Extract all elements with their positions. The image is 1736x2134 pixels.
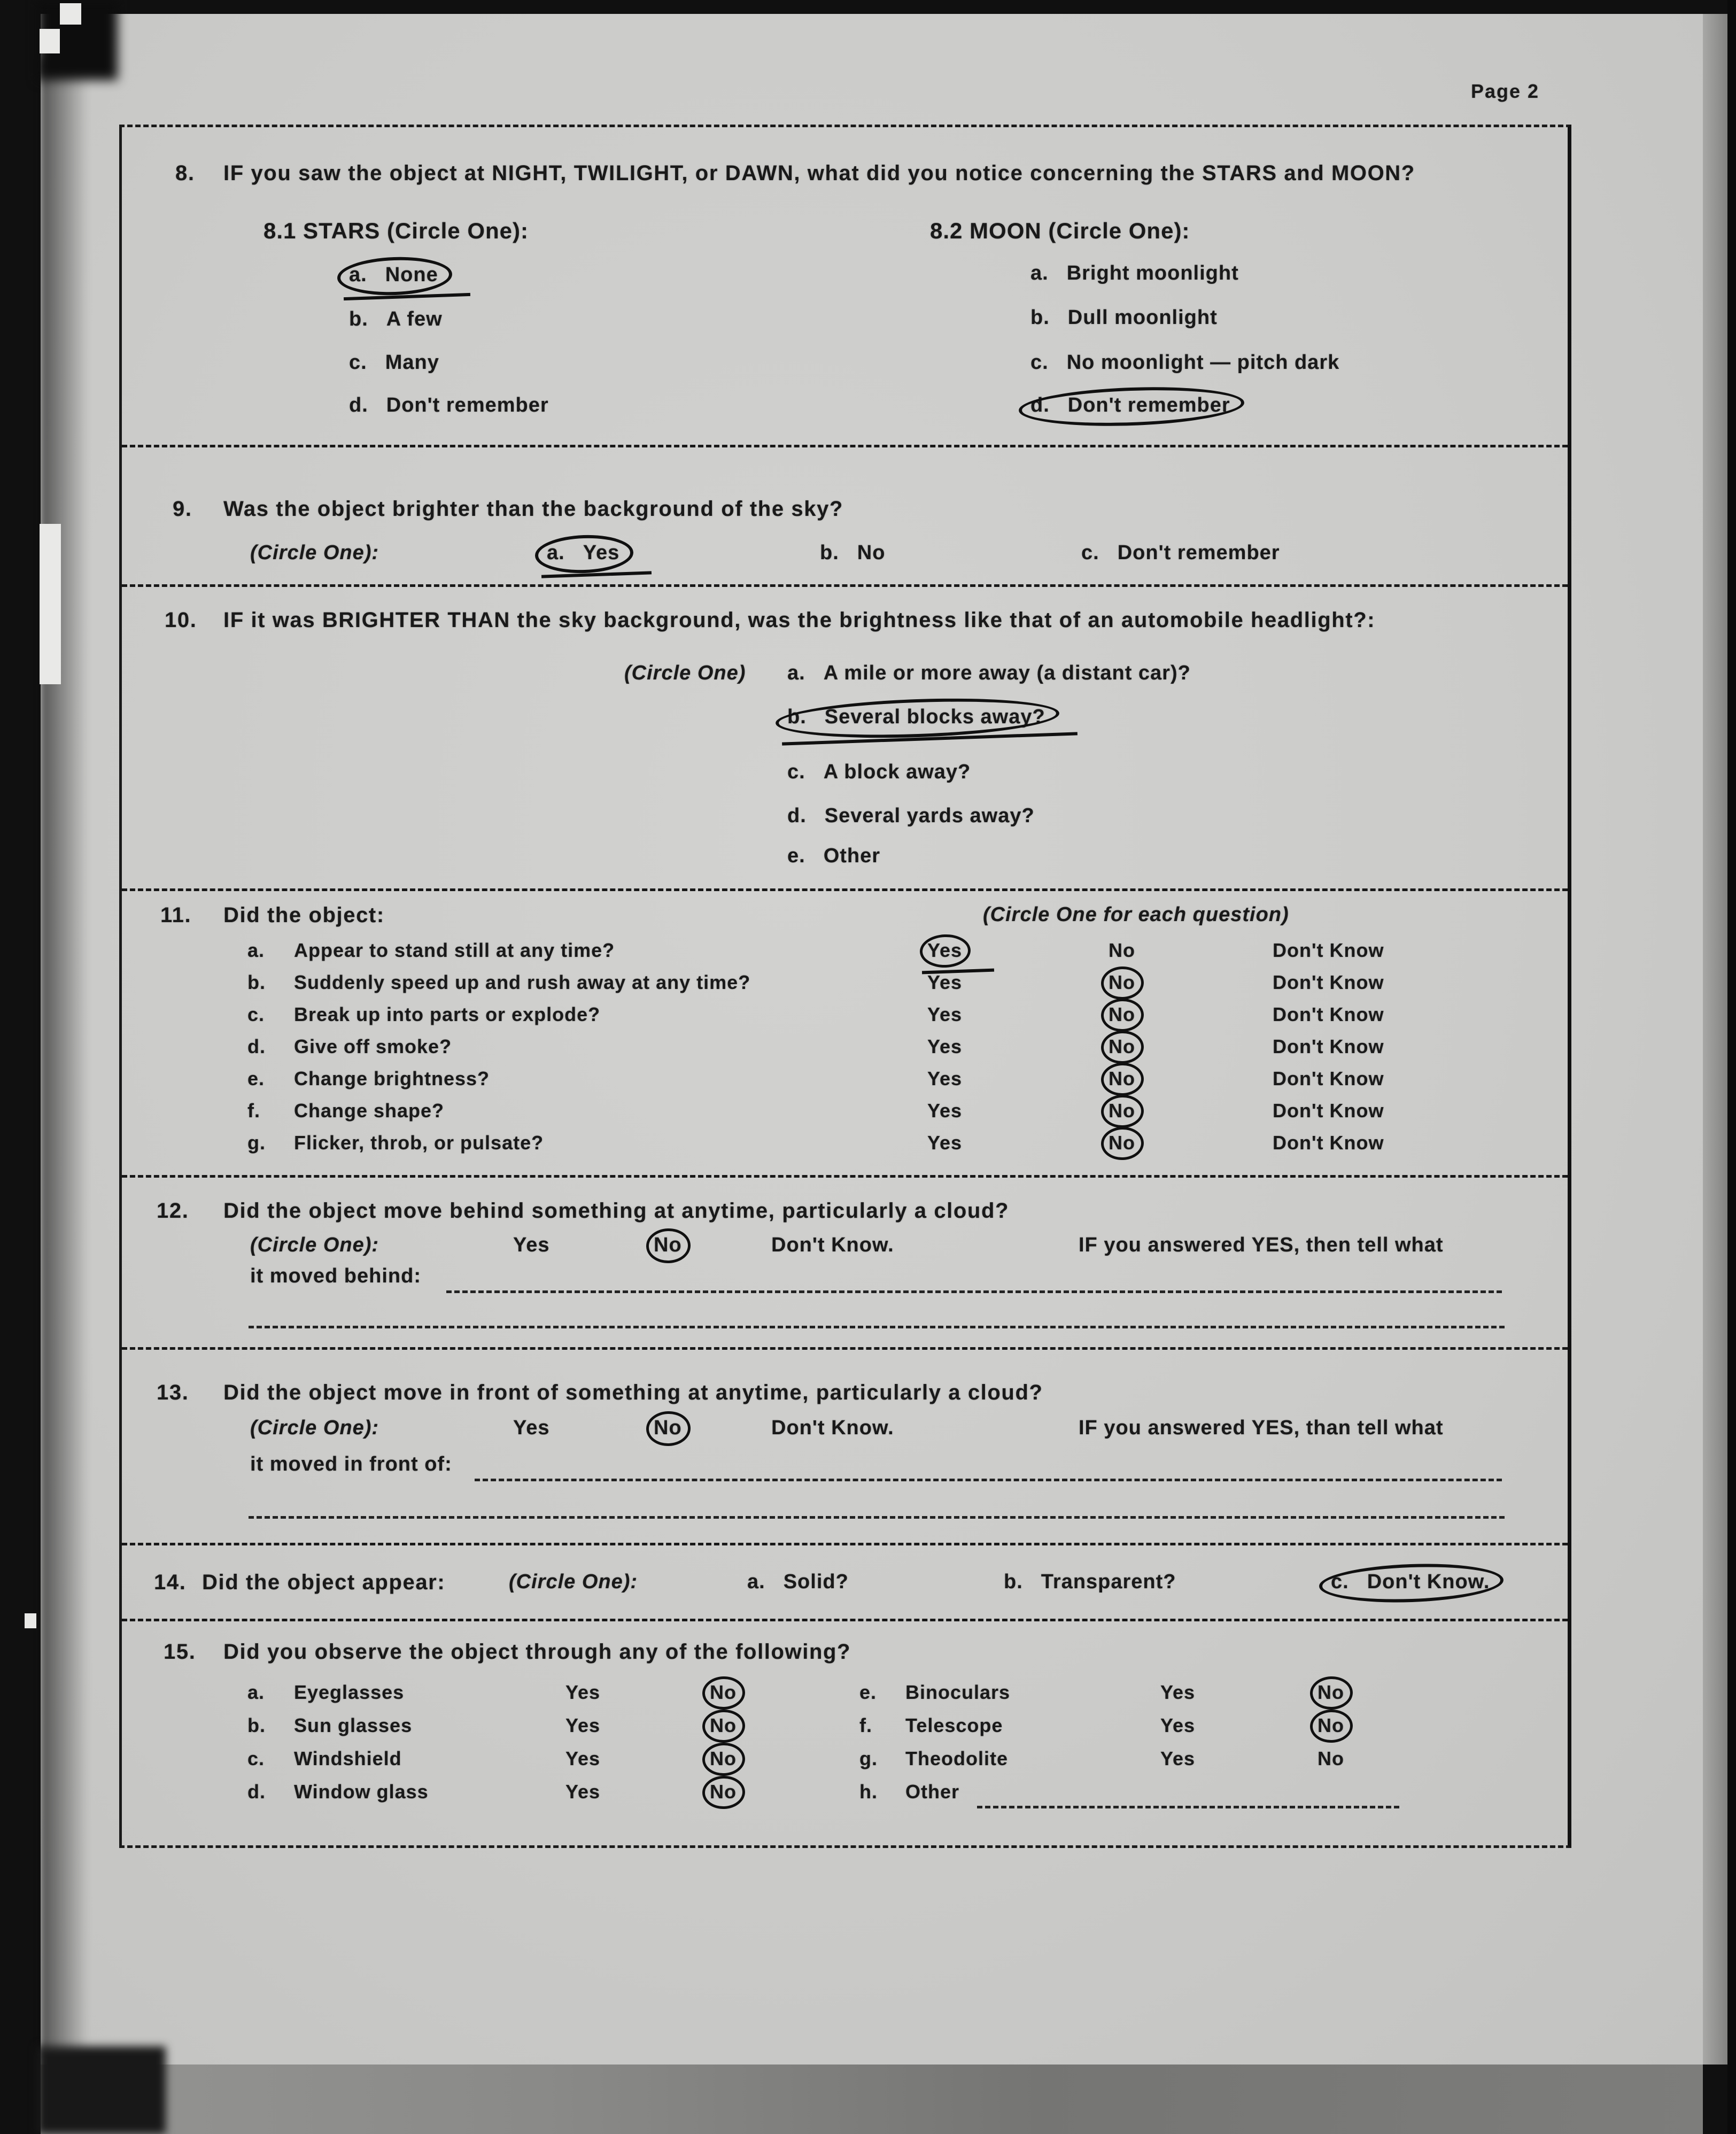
q11-row-d-dk: Don't Know (1273, 1035, 1384, 1057)
q8-2-option-d: d. Don't remember (1030, 394, 1230, 416)
q14-circle-one-label: (Circle One): (509, 1571, 638, 1593)
q8-1-option-c: c. Many (349, 351, 439, 374)
q8-text: IF you saw the object at NIGHT, TWILIGHT, or DAWN, what did you notice concerning the STARS and MOON? (223, 161, 1415, 185)
q8-2-option-a: a. Bright moonlight (1030, 262, 1239, 284)
section-divider (122, 888, 1568, 891)
q15-row-label: Binoculars (905, 1681, 1011, 1703)
q11-row-key: e. (247, 1068, 265, 1089)
q11-row-a-dk: Don't Know (1273, 939, 1384, 961)
q15-row-a-yes: Yes (565, 1681, 601, 1703)
q12-no: No (654, 1234, 682, 1256)
q15-row-label: Theodolite (905, 1748, 1008, 1769)
q11-row-b-yes: Yes (927, 971, 963, 993)
q11-number: 11. (160, 903, 192, 927)
q15-row-key: e. (859, 1681, 877, 1703)
q11-row-label: Change shape? (294, 1100, 445, 1122)
q13-fill-line (475, 1479, 1502, 1481)
q11-row-key: g. (247, 1132, 266, 1154)
section-divider (122, 1619, 1568, 1621)
q13-circle-one-label: (Circle One): (250, 1417, 379, 1439)
q10-option-e: e. Other (787, 845, 881, 867)
q10-option-b: b. Several blocks away? (787, 706, 1045, 728)
q15-row-c-yes: Yes (565, 1748, 601, 1769)
section-divider (122, 1347, 1568, 1350)
q11-row-c-dk: Don't Know (1273, 1003, 1384, 1025)
q12-yes: Yes (513, 1234, 550, 1256)
q8-number: 8. (175, 161, 195, 185)
q8-1-option-a: a. None (349, 264, 438, 286)
q12-if-yes: IF you answered YES, then tell what (1079, 1234, 1444, 1256)
q15-row-a-no: No (710, 1681, 737, 1703)
q13-tail: it moved in front of: (250, 1453, 452, 1475)
q10-text: IF it was BRIGHTER THAN the sky background, was the brightness like that of an automobile headlight?: (223, 608, 1376, 632)
q15-row-key: f. (859, 1714, 872, 1736)
q13-number: 13. (157, 1381, 189, 1404)
q12-circle-one-label: (Circle One): (250, 1234, 379, 1256)
q15-row-e-yes: Yes (1160, 1681, 1196, 1703)
scan-artifact (40, 29, 60, 53)
q15-row-c-no: No (710, 1748, 737, 1769)
q11-row-key: a. (247, 939, 265, 961)
q11-row-g-no: No (1109, 1132, 1135, 1154)
scan-artifact (40, 524, 61, 684)
q12-text: Did the object move behind something at anytime, particularly a cloud? (223, 1199, 1010, 1223)
q15-row-label: Eyeglasses (294, 1681, 405, 1703)
q9-text: Was the object brighter than the background of the sky? (223, 497, 843, 521)
q14-number: 14. (154, 1571, 187, 1594)
q15-number: 15. (164, 1640, 196, 1664)
q10-option-c: c. A block away? (787, 761, 971, 783)
q9-circle-one-label: (Circle One): (250, 542, 379, 564)
q8-1-option-d: d. Don't remember (349, 394, 549, 416)
q15-row-label: Sun glasses (294, 1714, 413, 1736)
q9-number: 9. (173, 497, 192, 521)
q13-if-yes: IF you answered YES, than tell what (1079, 1417, 1444, 1439)
scan-artifact (25, 1613, 36, 1628)
q12-dk: Don't Know. (771, 1234, 894, 1256)
scan-artifact (60, 3, 81, 25)
q15-row-key: a. (247, 1681, 265, 1703)
bottom-left-shadow (37, 2046, 166, 2134)
section-divider (122, 445, 1568, 447)
page-bottom-edge (41, 2065, 1703, 2134)
q15-row-b-no: No (710, 1714, 737, 1736)
q15-row-key: g. (859, 1748, 878, 1769)
q15-text: Did you observe the object through any of the following? (223, 1640, 851, 1664)
q11-row-b-no: No (1109, 971, 1135, 993)
q11-row-b-dk: Don't Know (1273, 971, 1384, 993)
q11-row-label: Give off smoke? (294, 1035, 452, 1057)
q8-1-option-b: b. A few (349, 308, 443, 330)
q11-row-label: Flicker, throb, or pulsate? (294, 1132, 544, 1154)
q13-fill-line-2 (249, 1516, 1505, 1519)
q11-row-a-no: No (1109, 939, 1135, 961)
q14-option-b: b. Transparent? (1004, 1571, 1176, 1593)
q11-instruction: (Circle One for each question) (983, 903, 1289, 926)
q9-option-a: a. Yes (547, 542, 620, 564)
q12-fill-line (446, 1290, 1502, 1293)
q12-number: 12. (157, 1199, 189, 1223)
q11-row-f-no: No (1109, 1100, 1135, 1122)
q15-row-key: h. (859, 1781, 878, 1803)
q15-row-g-yes: Yes (1160, 1748, 1196, 1769)
q11-row-f-dk: Don't Know (1273, 1100, 1384, 1122)
q13-no: No (654, 1417, 682, 1439)
q11-row-d-yes: Yes (927, 1035, 963, 1057)
section-divider (122, 1175, 1568, 1178)
page-number: Page 2 (1471, 80, 1540, 102)
q11-row-a-yes: Yes (927, 939, 963, 961)
q15-row-key: c. (247, 1748, 265, 1769)
q9-option-b: b. No (820, 542, 886, 564)
q15-row-label: Windshield (294, 1748, 402, 1769)
q8-2-option-c: c. No moonlight — pitch dark (1030, 351, 1340, 374)
page-right-edge (1703, 14, 1730, 2065)
q11-row-key: d. (247, 1035, 266, 1057)
q14-text: Did the object appear: (202, 1571, 446, 1594)
page-left-shadow (41, 59, 89, 2053)
section-divider (122, 1543, 1568, 1545)
film-edge-right (1727, 0, 1736, 2134)
q15-row-label: Telescope (905, 1714, 1003, 1736)
q13-yes: Yes (513, 1417, 550, 1439)
q12-fill-line-2 (249, 1326, 1505, 1328)
q15-row-f-no: No (1318, 1714, 1344, 1736)
q15-row-d-no: No (710, 1781, 737, 1803)
q15-row-f-yes: Yes (1160, 1714, 1196, 1736)
q10-option-d: d. Several yards away? (787, 805, 1035, 827)
q11-text: Did the object: (223, 903, 385, 927)
q10-option-a: a. A mile or more away (a distant car)? (787, 662, 1191, 684)
q8-1-title: 8.1 STARS (Circle One): (264, 218, 529, 243)
q15-row-g-no: No (1318, 1748, 1344, 1769)
q11-row-g-dk: Don't Know (1273, 1132, 1384, 1154)
q11-row-label: Suddenly speed up and rush away at any time? (294, 971, 751, 993)
q14-option-a: a. Solid? (747, 1571, 849, 1593)
q11-row-key: b. (247, 971, 266, 993)
q13-text: Did the object move in front of something at anytime, particularly a cloud? (223, 1381, 1043, 1404)
q11-row-c-yes: Yes (927, 1003, 963, 1025)
q11-row-e-dk: Don't Know (1273, 1068, 1384, 1089)
q11-row-e-yes: Yes (927, 1068, 963, 1089)
q11-row-label: Appear to stand still at any time? (294, 939, 615, 961)
q15-row-key: d. (247, 1781, 266, 1803)
q8-2-title: 8.2 MOON (Circle One): (930, 218, 1190, 243)
q9-option-c: c. Don't remember (1081, 542, 1280, 564)
q15-other-fill-line (977, 1806, 1399, 1808)
q15-row-label: Other (905, 1781, 960, 1803)
q11-row-f-yes: Yes (927, 1100, 963, 1122)
q14-option-c: c. Don't Know. (1331, 1571, 1490, 1593)
q13-dk: Don't Know. (771, 1417, 894, 1439)
q8-2-option-b: b. Dull moonlight (1030, 306, 1218, 329)
q11-row-key: f. (247, 1100, 260, 1122)
q15-row-b-yes: Yes (565, 1714, 601, 1736)
q11-row-c-no: No (1109, 1003, 1135, 1025)
q10-circle-one-label: (Circle One) (624, 662, 746, 684)
q11-row-label: Change brightness? (294, 1068, 490, 1089)
q15-row-key: b. (247, 1714, 266, 1736)
q15-row-e-no: No (1318, 1681, 1344, 1703)
q15-row-d-yes: Yes (565, 1781, 601, 1803)
q11-row-d-no: No (1109, 1035, 1135, 1057)
q11-row-key: c. (247, 1003, 265, 1025)
q11-row-e-no: No (1109, 1068, 1135, 1089)
q12-tail: it moved behind: (250, 1265, 421, 1287)
q15-row-label: Window glass (294, 1781, 429, 1803)
q11-row-label: Break up into parts or explode? (294, 1003, 601, 1025)
q10-number: 10. (165, 608, 197, 632)
section-divider (122, 584, 1568, 587)
questionnaire-box (119, 125, 1571, 1848)
q11-row-g-yes: Yes (927, 1132, 963, 1154)
